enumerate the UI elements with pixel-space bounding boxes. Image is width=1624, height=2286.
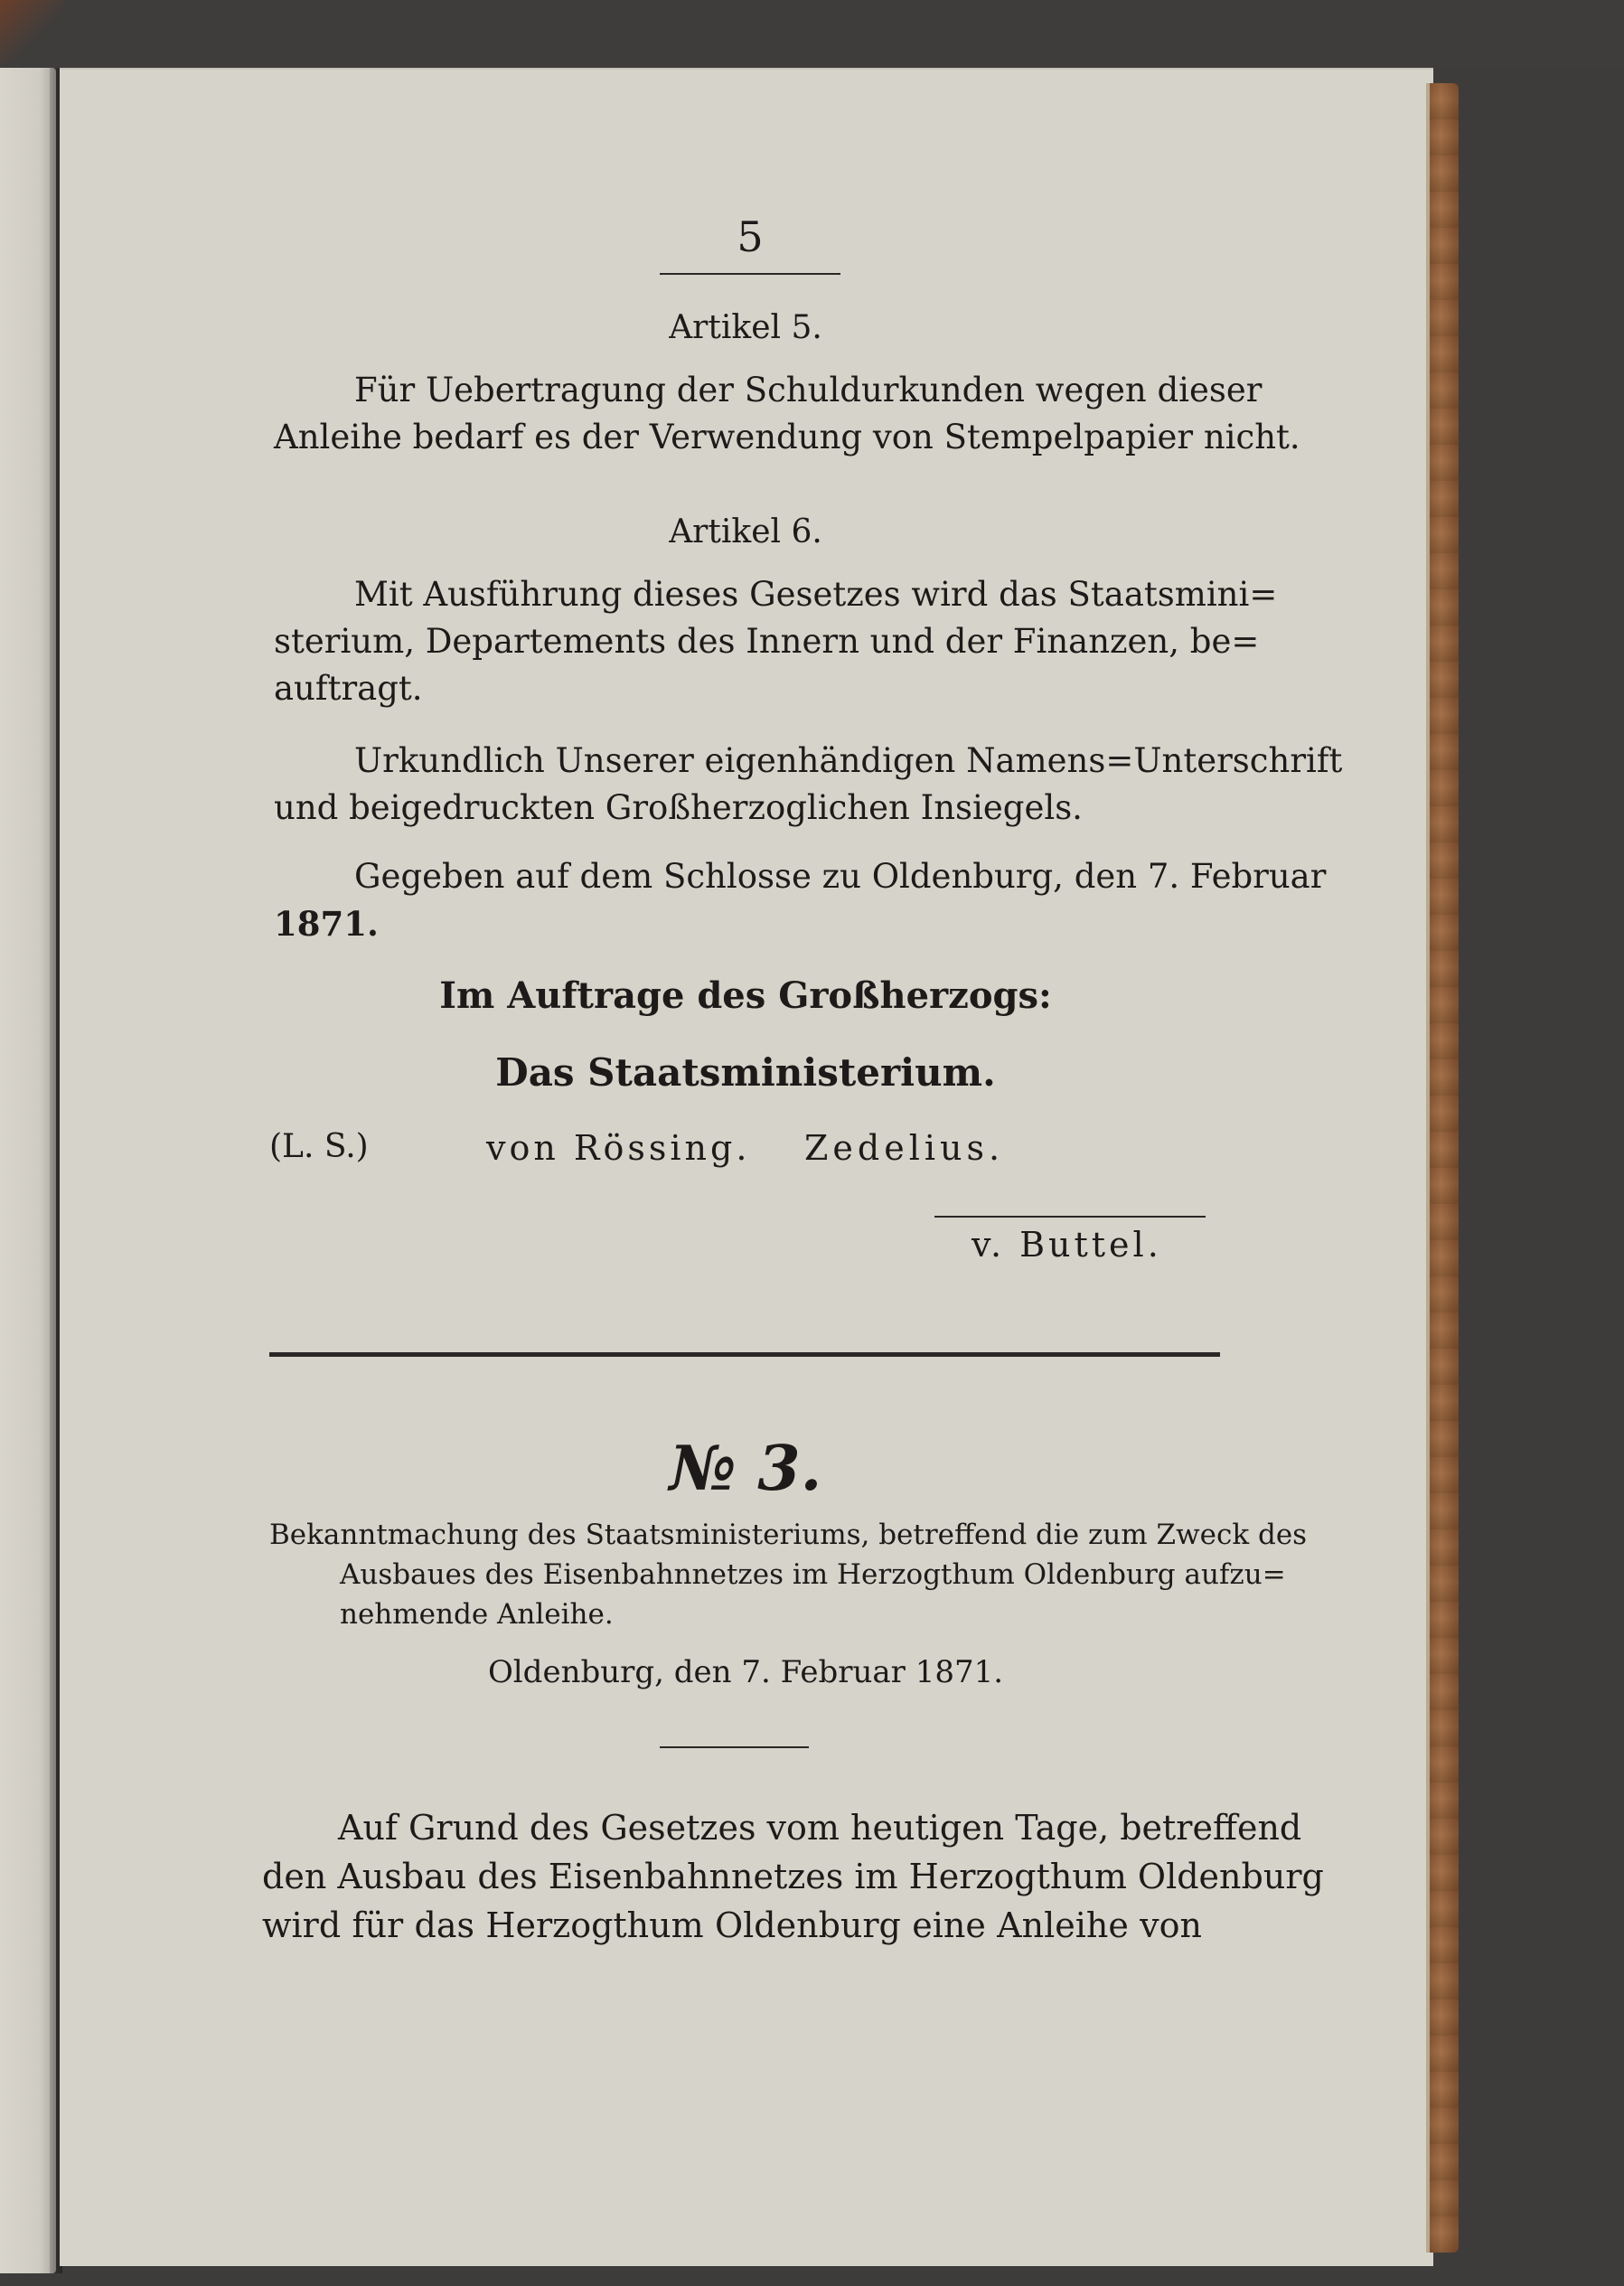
announcement-title-line-3: nehmende Anleihe. xyxy=(340,1598,614,1631)
signer-buttel: v. Buttel. xyxy=(972,1225,1162,1265)
page-number: 5 xyxy=(737,212,764,261)
article-6-line-3: auftragt. xyxy=(274,669,423,708)
article-6-heading: Artikel 6. xyxy=(669,513,822,550)
seal-mark: (L. S.) xyxy=(269,1128,369,1165)
announcement-body-line-2: den Ausbau des Eisenbahnnetzes im Herzogthum Oldenburg xyxy=(262,1857,1324,1896)
announcement-body-line-3: wird für das Herzogthum Oldenburg eine Anleihe von xyxy=(262,1905,1202,1945)
ministerium-line: Das Staatsministerium. xyxy=(495,1050,996,1095)
signer-zedelius: Zedelius. xyxy=(804,1128,1005,1168)
article-5-line-2: Anleihe bedarf es der Verwendung von Stempelpapier nicht. xyxy=(274,418,1300,456)
left-page-edge xyxy=(0,68,56,2273)
article-5-line-1: Für Uebertragung der Schuldurkunden wegen dieser xyxy=(354,371,1263,409)
auftrag-line: Im Auftrage des Großherzogs: xyxy=(439,974,1052,1017)
gegeben-line-1: Gegeben auf dem Schlosse zu Oldenburg, den 7. Februar xyxy=(354,857,1327,896)
book-cover-edge xyxy=(1430,83,1459,2253)
urkundlich-line-2: und beigedruckten Großherzoglichen Insiegels. xyxy=(274,788,1083,827)
signer-roessing: von Rössing. xyxy=(486,1128,751,1168)
announcement-title-line-2: Ausbaues des Eisenbahnnetzes im Herzogthum Oldenburg aufzu= xyxy=(340,1558,1286,1591)
announcement-title-line-1: Bekanntmachung des Staatsministeriums, betreffend die zum Zweck des xyxy=(269,1519,1308,1551)
cover-corner xyxy=(0,0,63,63)
urkundlich-line-1: Urkundlich Unserer eigenhändigen Namens=Unterschrift xyxy=(354,741,1343,780)
announcement-body-line-1: Auf Grund des Gesetzes vom heutigen Tage, betreffend xyxy=(338,1808,1302,1848)
announcement-number: № 3. xyxy=(669,1433,822,1505)
article-6-line-1: Mit Ausführung dieses Gesetzes wird das Staatsmini= xyxy=(354,575,1278,614)
article-6-line-2: sterium, Departements des Innern und der Finanzen, be= xyxy=(274,622,1260,661)
announcement-rule xyxy=(660,1746,809,1748)
scan-top-strip xyxy=(0,0,1624,68)
section-divider xyxy=(269,1352,1220,1357)
countersign-rule xyxy=(934,1216,1206,1218)
header-rule xyxy=(660,273,840,275)
announcement-date: Oldenburg, den 7. Februar 1871. xyxy=(487,1654,1004,1690)
article-5-heading: Artikel 5. xyxy=(669,309,822,346)
gegeben-year: 1871. xyxy=(274,904,379,944)
